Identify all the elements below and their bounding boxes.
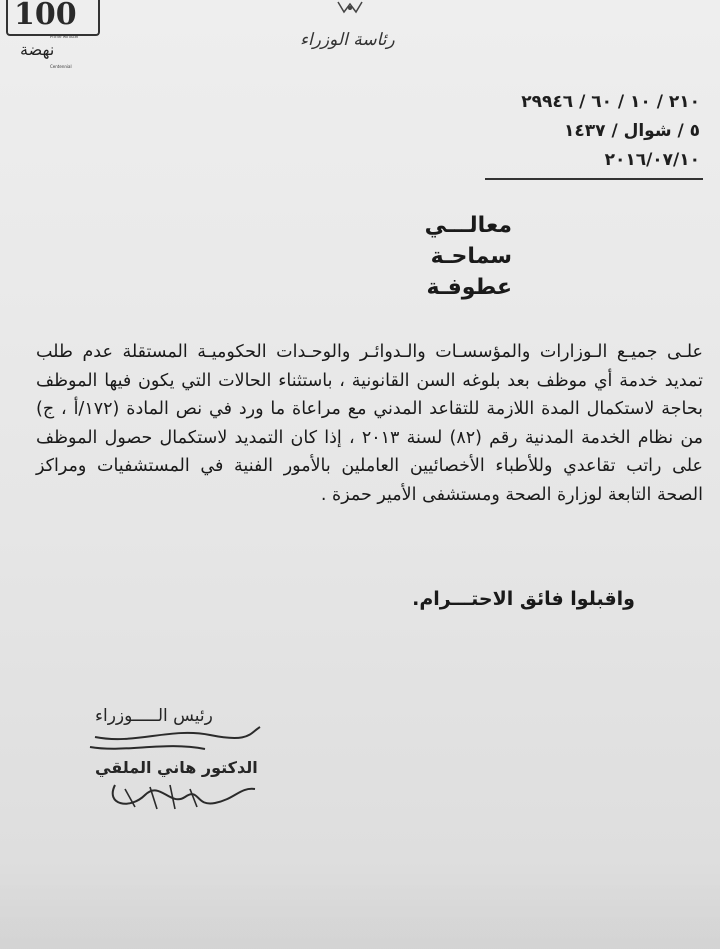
addressee-line-2: سماحـة [430, 244, 512, 269]
reference-block [521, 88, 700, 175]
gregorian-date: ٢٠١٦/٠٧/١٠ [604, 150, 700, 170]
letter-body: علـى جميـع الـوزارات والمؤسسـات والـدوائـر والوحـدات الحكوميـة المستقلة عدم طلب تمديد خدمة أي موظف بعد بلوغه السن القانونية ، باستثناء الحالات التي يكون فيها الموظف بحاجة لاستكمال المدة اللازمة للتقاعد المدني مع مراعاة ما ورد في نص المادة (١٧٢/أ ، ج) من نظام الخدمة المدنية رقم (٨٢) لسنة ٢٠١٣ ، إذا كان التمديد لاستكمال حصول الموظف على راتب تقاعدي وللأطباء الأخصائيين العاملين بالأمور الفنية في المستشفيات ومراكز الصحة التابعة لوزارة الصحة ومستشفى الأمير حمزة . [36, 342, 704, 505]
logo-caption: نهضة [20, 40, 55, 59]
crown-emblem-icon [336, 0, 364, 14]
letterhead-calligraphy: رئاسة الوزراء [300, 30, 395, 50]
logo-number: 100 [14, 0, 77, 32]
hijri-date: ٥ / شوال / ١٤٣٧ [564, 121, 700, 141]
addressee-block [425, 210, 512, 303]
signatory-name: الدكتور هاني الملقي [95, 758, 258, 777]
paper-shadow [0, 859, 720, 949]
closing-line: واقبلوا فائق الاحتـــرام. [412, 588, 635, 610]
logo-small-text: Prime Minister Centennial [50, 34, 79, 69]
reference-number: ٢١٠ / ١٠ / ٦٠ / ٢٩٩٤٦ [521, 92, 700, 112]
addressee-line-1: معالـــي [424, 213, 512, 238]
addressee-line-3: عطوفـة [426, 275, 512, 300]
signatory-title: رئيس الـــــوزراء [95, 706, 213, 726]
date-underline [485, 178, 703, 180]
